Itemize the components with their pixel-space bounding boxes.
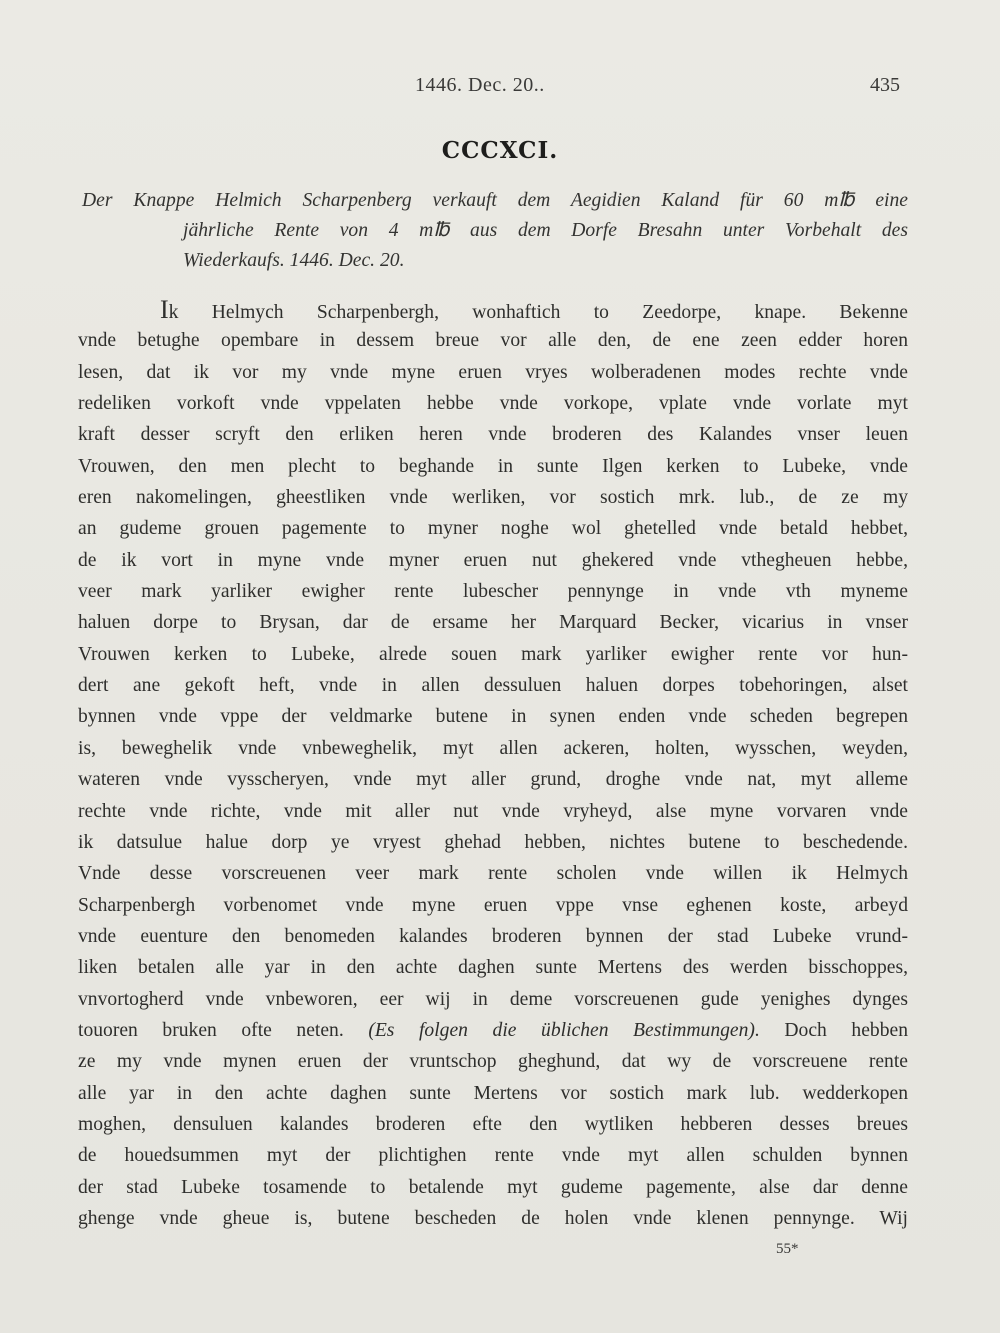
text-line: liken betalen alle yar in den achte daghen sunte Mertens des werden bisschoppes, bbox=[78, 957, 908, 979]
regest-summary bbox=[82, 186, 908, 276]
text-line: dert ane gekoft heft, vnde in allen dessuluen haluen dorpes tobehoringen, alset bbox=[78, 675, 908, 697]
text-line: bynnen vnde vppe der veldmarke butene in synen enden vnde scheden begrepen bbox=[78, 706, 908, 728]
text-line: de ik vort in myne vnde myner eruen nut ghekered vnde vthegheuen hebbe, bbox=[78, 549, 908, 571]
text-line: haluen dorpe to Brysan, dar de ersame her Marquard Becker, vicarius in vnser bbox=[78, 612, 908, 634]
text-line: de houedsummen myt der plichtighen rente vnde myt allen schulden bynnen bbox=[78, 1145, 908, 1167]
running-head bbox=[0, 74, 1000, 100]
text-line: eren nakomelingen, gheestliken vnde werliken, vor sostich mrk. lub., de ze my bbox=[78, 487, 908, 509]
text-line: der stad Lubeke tosamende to betalende myt gudeme pagemente, alse dar denne bbox=[78, 1176, 908, 1198]
text-line: rechte vnde richte, vnde mit aller nut vnde vryheyd, alse myne vorvaren vnde bbox=[78, 800, 908, 822]
text-fragment: touoren bruken ofte neten. bbox=[78, 1019, 344, 1041]
regest-line: Der Knappe Helmich Scharpenberg verkauft dem Aegidien Kaland für 60 m℔ eine bbox=[82, 190, 908, 211]
text-line: redeliken vorkoft vnde vppelaten hebbe vnde vorkope, vplate vnde vorlate myt bbox=[78, 393, 908, 415]
text-line: vnde betughe opembare in dessem breue vor alle den, de ene zeen edder horen bbox=[78, 330, 908, 352]
editorial-note: (Es folgen die üblichen Bestimmungen). bbox=[368, 1019, 760, 1041]
sheet-signature: 55* bbox=[776, 1241, 799, 1257]
running-head-date: 1446. Dec. 20.. bbox=[415, 74, 545, 96]
text-line: ze my vnde mynen eruen der vruntschop gheghund, dat wy de vorscreuene rente bbox=[78, 1051, 908, 1073]
text-line: Scharpenbergh vorbenomet vnde myne eruen vppe vnse eghenen koste, arbeyd bbox=[78, 894, 908, 916]
text-line: veer mark yarliker ewigher rente lubescher pennynge in vnde vth myneme bbox=[78, 581, 908, 603]
text-line: lesen, dat ik vor my vnde myne eruen vryes wolberadenen modes rechte vnde bbox=[78, 361, 908, 383]
text-line: vnvortogherd vnde vnbeworen, eer wij in deme vorscreuenen gude yenighes dynges bbox=[78, 988, 908, 1010]
regest-line: jährliche Rente von 4 m℔ aus dem Dorfe Bresahn unter Vorbehalt des bbox=[183, 220, 908, 241]
text-line: moghen, densuluen kalandes broderen efte den wytliken hebberen desses breues bbox=[78, 1113, 908, 1135]
text-line: wateren vnde vysscheryen, vnde myt aller grund, droghe vnde nat, myt alleme bbox=[78, 769, 908, 791]
text-line: Ik Helmych Scharpenbergh, wonhaftich to Zeedorpe, knape. Bekenne bbox=[160, 295, 908, 324]
text-line: Vrouwen, den men plecht to beghande in sunte Ilgen kerken to Lubeke, vnde bbox=[78, 455, 908, 477]
text-line: ik datsulue halue dorp ye vryest ghehad hebben, nichtes butene to beschedende. bbox=[78, 831, 908, 853]
document-number: CCCXCI. bbox=[441, 137, 559, 164]
text-line: kraft desser scryft den erliken heren vnde broderen des Kalandes vnser leuen bbox=[78, 424, 908, 446]
text-line: Vrouwen kerken to Lubeke, alrede souen mark yarliker ewigher rente vor hun- bbox=[78, 643, 908, 665]
text-fragment: Doch hebben bbox=[784, 1019, 908, 1041]
text-line: vnde euenture den benomeden kalandes broderen bynnen der stad Lubeke vrund- bbox=[78, 925, 908, 947]
document-body bbox=[78, 294, 908, 1234]
regest-line: Wiederkaufs. 1446. Dec. 20. bbox=[183, 250, 405, 271]
text-line: alle yar in den achte daghen sunte Mertens vor sostich mark lub. wedderkopen bbox=[78, 1082, 908, 1104]
page-number: 435 bbox=[870, 74, 900, 96]
text-line: ghenge vnde gheue is, butene bescheden de holen vnde klenen pennynge. Wij bbox=[78, 1207, 908, 1229]
text-line: an gudeme grouen pagemente to myner noghe wol ghetelled vnde betald hebbet, bbox=[78, 518, 908, 540]
text-line: Vnde desse vorscreuenen veer mark rente scholen vnde willen ik Helmych bbox=[78, 863, 908, 885]
text-line: is, beweghelik vnde vnbeweghelik, myt allen ackeren, holten, wysschen, weyden, bbox=[78, 737, 908, 759]
text-line-with-note bbox=[78, 1015, 908, 1046]
